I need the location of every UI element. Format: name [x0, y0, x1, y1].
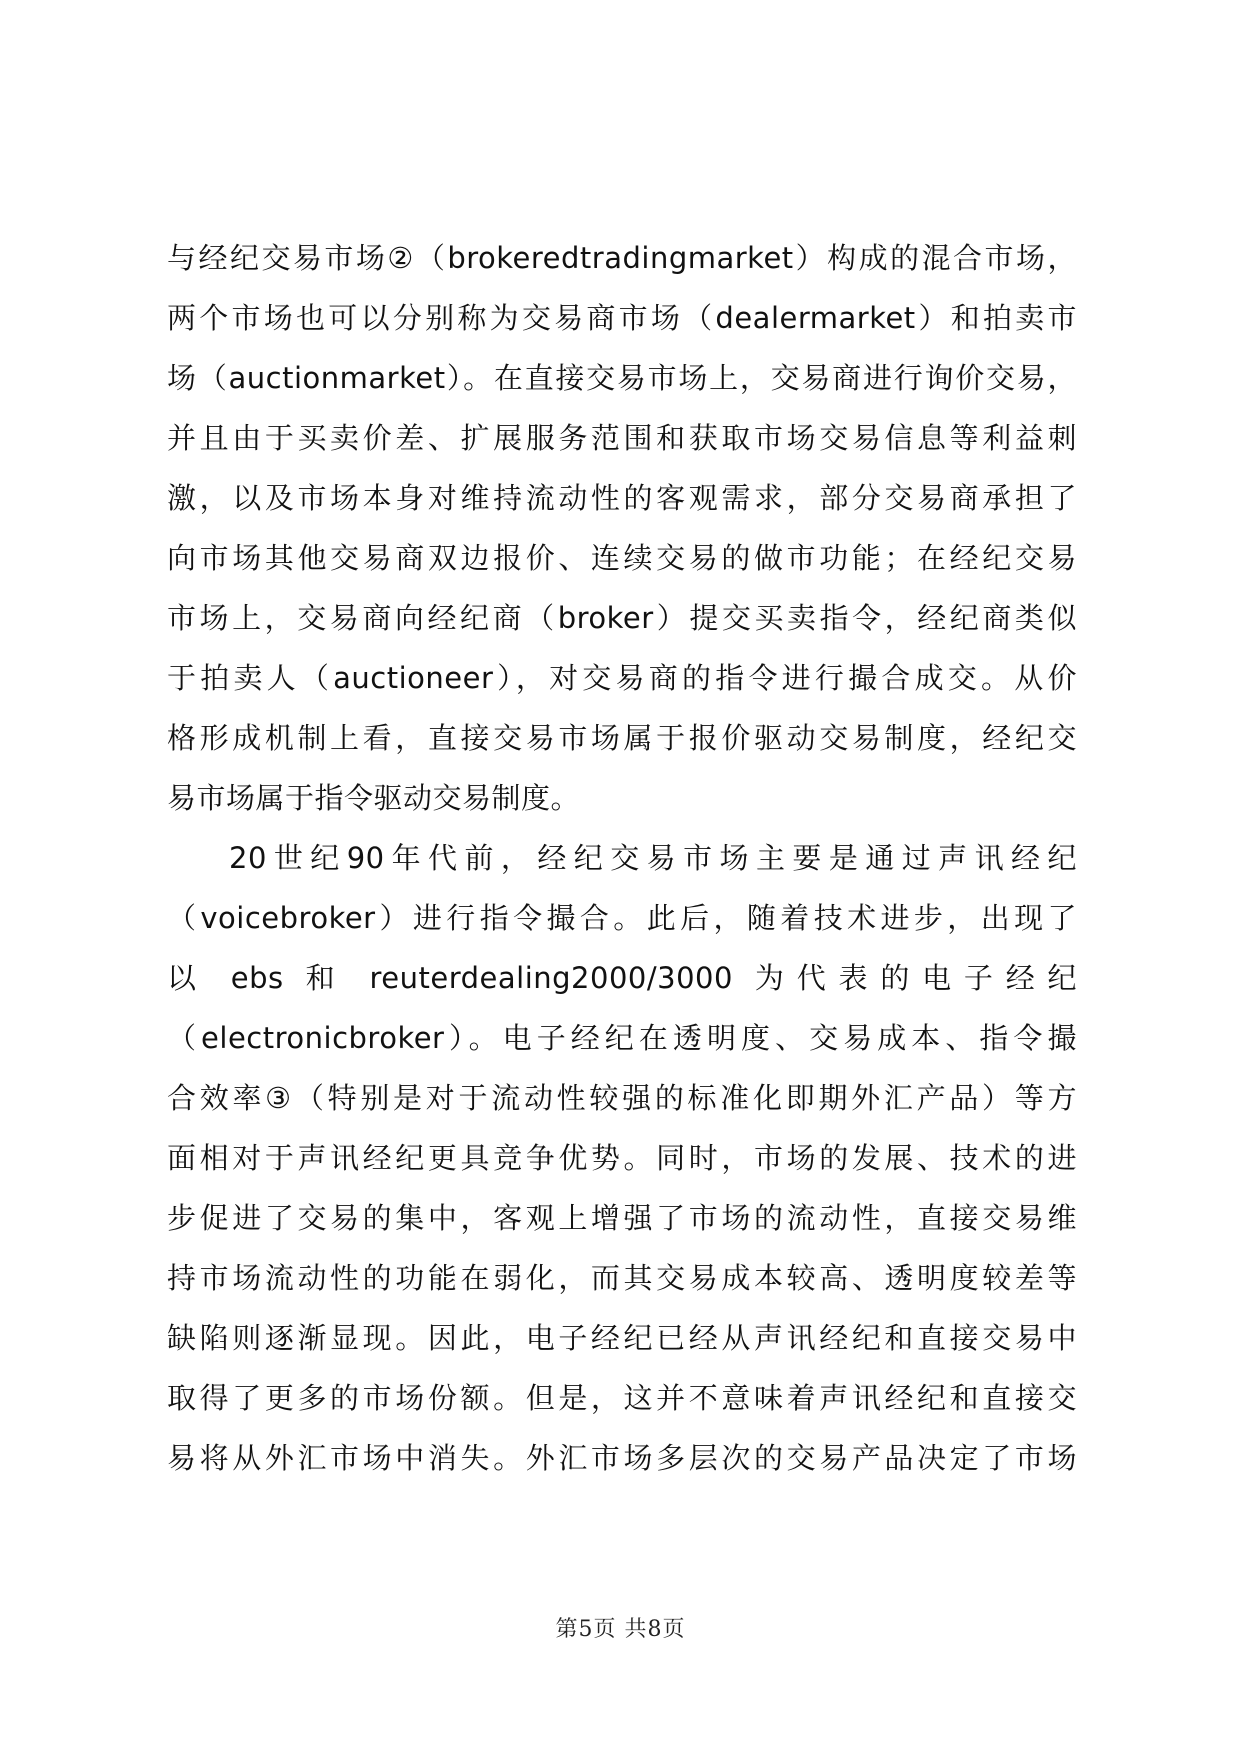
text-line: 两个市场也可以分别称为交易商市场（dealermarket）和拍卖市 [167, 301, 1077, 335]
text-line: 面相对于声讯经纪更具竞争优势。同时，市场的发展、技术的进 [167, 1141, 1077, 1175]
text-line: 并且由于买卖价差、扩展服务范围和获取市场交易信息等利益刺 [167, 421, 1077, 455]
text-line: 易将从外汇市场中消失。外汇市场多层次的交易产品决定了市场 [167, 1441, 1077, 1475]
text-line: 取得了更多的市场份额。但是，这并不意味着声讯经纪和直接交 [167, 1381, 1077, 1415]
text-line: （voicebroker）进行指令撮合。此后，随着技术进步，出现了 [167, 901, 1077, 935]
text-line: 于拍卖人（auctioneer），对交易商的指令进行撮合成交。从价 [167, 661, 1077, 695]
text-line: 以 ebs 和 reuterdealing2000/3000 为代表的电子经纪 [167, 961, 1077, 995]
page-number-footer: 第5页 共8页 [555, 1617, 686, 1642]
text-line: 激，以及市场本身对维持流动性的客观需求，部分交易商承担了 [167, 481, 1077, 515]
text-line: 与经纪交易市场②（brokeredtradingmarket）构成的混合市场， [167, 241, 1077, 275]
body-text [167, 228, 1077, 1488]
text-line: 向市场其他交易商双边报价、连续交易的做市功能；在经纪交易 [167, 541, 1077, 575]
text-line: 合效率③（特别是对于流动性较强的标准化即期外汇产品）等方 [167, 1081, 1077, 1115]
text-line: 持市场流动性的功能在弱化，而其交易成本较高、透明度较差等 [167, 1261, 1077, 1295]
text-line: 20世纪90年代前，经纪交易市场主要是通过声讯经纪 [229, 841, 1077, 875]
text-line: 步促进了交易的集中，客观上增强了市场的流动性，直接交易维 [167, 1201, 1077, 1235]
text-line: 易市场属于指令驱动交易制度。 [167, 781, 581, 815]
text-line: 场（auctionmarket）。在直接交易市场上，交易商进行询价交易， [167, 361, 1077, 395]
text-line: （electronicbroker）。电子经纪在透明度、交易成本、指令撮 [167, 1021, 1077, 1055]
text-line: 缺陷则逐渐显现。因此，电子经纪已经从声讯经纪和直接交易中 [167, 1321, 1077, 1355]
text-line: 市场上，交易商向经纪商（broker）提交买卖指令，经纪商类似 [167, 601, 1077, 635]
text-line: 格形成机制上看，直接交易市场属于报价驱动交易制度，经纪交 [167, 721, 1077, 755]
